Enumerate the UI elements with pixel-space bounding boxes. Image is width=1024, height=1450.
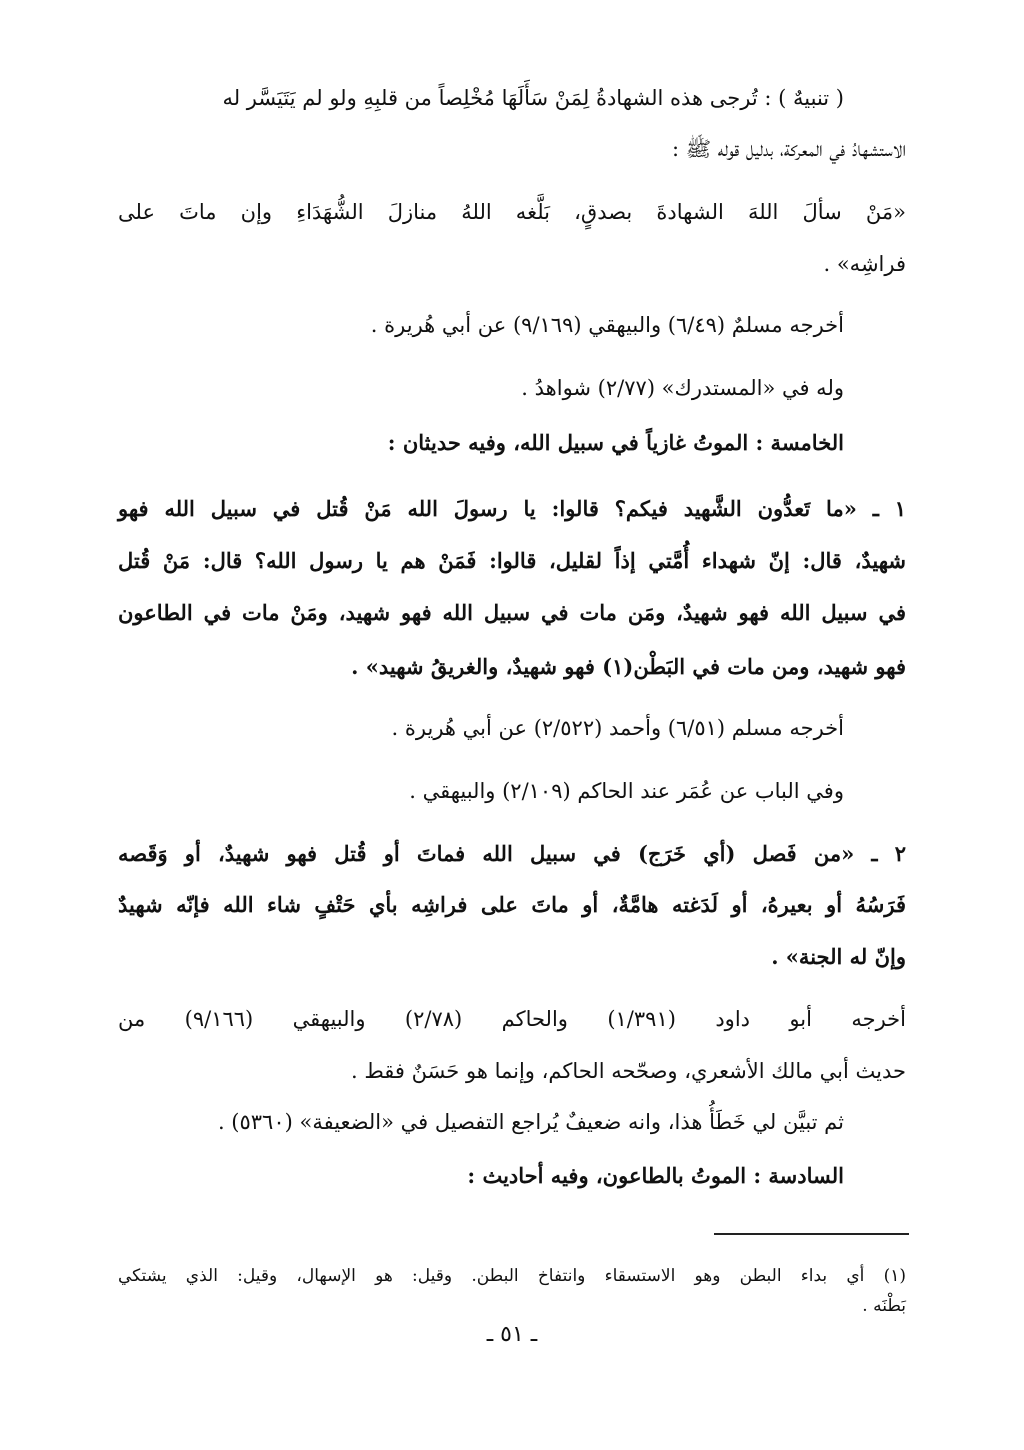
section-heading-sadisa: السادسة : الموتُ بالطاعون، وفيه أحاديث : — [467, 1163, 844, 1188]
hadith-quote-line: «مَنْ سألَ اللهَ الشهادةَ بصدقٍ، بَلَّغه اللهُ منازلَ الشُّهَدَاءِ وإن ماتَ على — [118, 200, 906, 224]
citation-line: أخرجه مسلمٌ (٦/٤٩) والبيهقي (٩/١٦٩) عن أبي هُريرة . — [370, 313, 844, 337]
hadith-line: وإنّ له الجنة» . — [771, 944, 906, 969]
text-line-tanbih: ( تنبيهٌ ) : تُرجى هذه الشهادةُ لِمَنْ سَأَلَهَا مُخْلِصاً من قلبِهِ ولو لم يَتَيَسَّر له — [222, 86, 844, 110]
hadith-line: فهو شهيد، ومن مات في البَطْن(١) فهو شهيدٌ، والغريقُ شهيد» . — [351, 654, 906, 679]
citation-line: وفي الباب عن عُمَر عند الحاكم (٢/١٠٩) والبيهقي . — [409, 779, 844, 803]
note-line: ثم تبيَّن لي خَطَأُ هذا، وانه ضعيفٌ يُراجع التفصيل في «الضعيفة» (٥٣٦٠) . — [217, 1110, 844, 1134]
citation-line: حديث أبي مالك الأشعري، وصحّحه الحاكم، وإنما هو حَسَنٌ فقط . — [350, 1059, 906, 1083]
section-heading-khamisa: الخامسة : الموتُ غازياً في سبيل الله، وفيه حديثان : — [387, 430, 844, 455]
citation-line: وله في «المستدرك» (٢/٧٧) شواهدُ . — [521, 376, 844, 400]
page-number: ـ ٥١ ـ — [486, 1322, 538, 1347]
hadith-line: في سبيل الله فهو شهيدٌ، ومَن مات في سبيل الله فهو شهيد، ومَنْ مات في الطاعون — [118, 600, 906, 625]
footnote-line: بَطْنَه . — [862, 1296, 906, 1316]
footnote-divider — [714, 1233, 909, 1235]
hadith-line: شهيدٌ، قال: إنّ شهداء أُمَّتي إذاً لقليل، قالوا: فَمَنْ هم يا رسول الله؟ قال: مَنْ قُتل — [118, 548, 906, 573]
hadith-line: ٢ ـ «من فَصل (أي خَرَج) في سبيل الله فماتَ أو قُتل فهو شهيدٌ، أو وَقَصه — [118, 841, 906, 866]
hadith-quote-line: فراشِه» . — [823, 252, 906, 276]
hadith-line: ١ ـ «ما تَعدُّون الشَّهيد فيكم؟ قالوا: يا رسولَ الله مَنْ قُتل في سبيل الله فهو — [118, 496, 906, 521]
citation-line: أخرجه مسلم (٦/٥١) وأحمد (٢/٥٢٢) عن أبي هُريرة . — [391, 716, 844, 740]
hadith-line: فَرَسُهُ أو بعيرهُ، أو لَدَغته هامَّةٌ، أو ماتَ على فراشِه بأي حَتْفٍ شاء الله فإنّه شهيدٌ — [118, 892, 906, 917]
citation-line: أخرجه أبو داود (١/٣٩١) والحاكم (٢/٧٨) والبيهقي (٩/١٦٦) من — [118, 1007, 906, 1031]
footnote-line: (١) أي بداء البطن وهو الاستسقاء وانتفاخ البطن. وقيل: هو الإسهال، وقيل: الذي يشتكي — [118, 1266, 906, 1286]
text-line: الاستشهادُ في المعركة، بدليل قوله ﷺ : — [671, 137, 906, 161]
